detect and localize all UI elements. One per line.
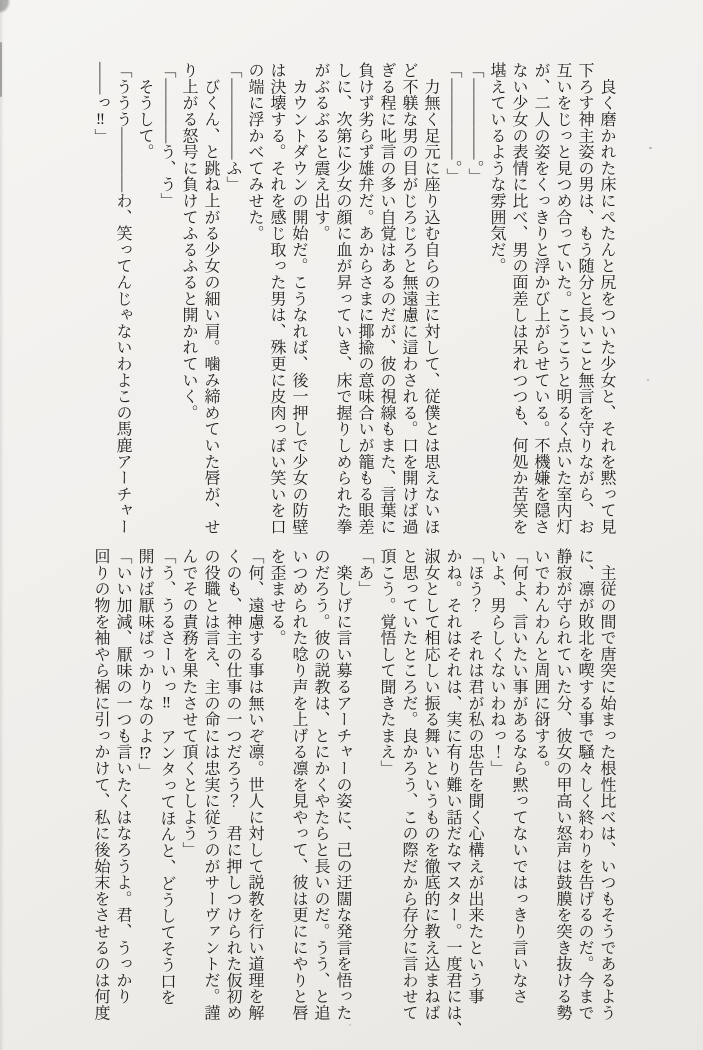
scan-speck xyxy=(349,1024,351,1026)
text-column: がぶるぶると震え出す。 xyxy=(312,62,329,242)
text-column: が、二人の姿をくっきりと浮かび上がらせている。不機嫌を隠さ xyxy=(532,62,549,535)
text-column: 「ほう？ それは君が私の忠告を聞く心構えが出来たという事 xyxy=(466,548,483,1005)
text-column: そうして。 xyxy=(136,62,153,160)
text-column: 「いい加減、厭味の一つも言いたくはなろうよ。君、うっかり xyxy=(114,548,131,1005)
text-column: いでわんわんと周囲に谺する。 xyxy=(532,548,549,777)
text-column: 負けず劣らず雄弁だ。あからさまに揶揄の意味合いが籠もる眼差 xyxy=(356,62,373,535)
text-column: カウントダウンの開始だ。こうなれば、後一押しで少女の防壁 xyxy=(290,62,307,535)
text-column: 「―――――ふ」 xyxy=(224,62,241,193)
text-column: 静寂が守られていた分、彼女の甲高い怒声は鼓膜を突き抜ける勢 xyxy=(554,548,571,1021)
text-column: ない少女の表情に比べ、男の面差しは呆れつつも、何処か苦笑を xyxy=(510,62,527,535)
text-column: に、凛が敗北を喫する事で騒々しく終わりを告げるのだ。今まで xyxy=(576,548,593,1021)
text-column: ど不躾な男の目がじろじろと無遠慮に這わされる。口を開けば過 xyxy=(400,62,417,535)
text-column: の役職とは言え、主の命には忠実に従うのがサーヴァントだ。謹 xyxy=(202,548,219,1021)
text-column: 主従の間で唐突に始まった根性比べは、いつもそうであるよう xyxy=(598,548,615,1021)
text-column: 頂こう。覚悟して聞きたまえ」 xyxy=(378,548,395,777)
text-column: 力無く足元に座り込む自らの主に対して、従僕とは思えないほ xyxy=(422,62,439,535)
scan-speck xyxy=(647,379,649,381)
text-column: かね。それはそれは、実に有り難い話だなマスター。一度君には、 xyxy=(444,548,461,1037)
text-column: くのも、神主の仕事の一つだろう？ 君に押しつけられた仮初め xyxy=(224,548,241,1021)
scan-corner-artifact xyxy=(0,0,9,12)
text-column: と思っていたところだ。良かろう、この際だから存分に言わせて xyxy=(400,548,417,1021)
text-column: は決壊する。それを感じ取った男は、殊更に皮肉っぽい笑いを口 xyxy=(268,62,285,535)
text-column: ――っ‼」 xyxy=(92,62,109,145)
text-column: いつめられた唸り声を上げる凛を見やって、彼は更ににやりと唇 xyxy=(290,548,307,1021)
text-column: のだろう。彼の説教は、とにかくやたらと長いのだ。うう、と追 xyxy=(312,548,329,1021)
text-column: ぎる程に叱言の多い自覚はあるのだが、彼の視線もまた、言葉に xyxy=(378,62,395,535)
text-column: 「何よ、言いたい事があるなら黙ってないではっきり言いなさ xyxy=(510,548,527,1005)
text-column: 「―――――。」 xyxy=(444,62,461,185)
text-column: 「何、遠慮する事は無いぞ凛。世人に対して説教を行い道理を解 xyxy=(246,548,263,1021)
text-column: 楽しげに言い募るアーチャーの姿に、己の迂闊な発言を悟った xyxy=(334,548,351,1021)
text-column: 下ろす神主姿の男は、もう随分と長いこと無言を守りながら、お xyxy=(576,62,593,535)
text-column: 淑女として相応しい振る舞いというものを徹底的に教え込まねば xyxy=(422,548,439,1021)
top-text-block xyxy=(89,62,617,538)
text-column: 堪えているような雰囲気だ。 xyxy=(488,62,505,274)
text-column: 「―――――。」 xyxy=(466,62,483,185)
scan-left-edge-shadow xyxy=(0,0,4,1050)
text-column: しに、次第に少女の顔に血が昇っていき、床で握りしめられた拳 xyxy=(334,62,351,535)
text-column: んでその責務を果たさせて頂くとしよう」 xyxy=(180,548,197,858)
text-column: り上がる怒号に負けてふるふると開かれていく。 xyxy=(180,62,197,421)
scan-speck xyxy=(649,147,652,149)
text-column: 開けば厭味ばっかりなのよ⁉」 xyxy=(136,548,153,780)
text-column: びくん、と跳ね上がる少女の細い肩。噛み締めていた唇が、せ xyxy=(202,62,219,535)
scan-edge-line-artifact xyxy=(0,42,2,97)
text-column: 「う、うるさーいっ‼ アンタってほんと、どうしてそう口を xyxy=(158,548,175,1006)
bottom-text-block xyxy=(89,548,617,1037)
text-column: 回りの物を袖やら裾に引っかけて、私に後始末をさせるのは何度 xyxy=(92,548,109,1021)
text-column: 互いをじっと見つめ合っていた。こうこうと明るく点いた室内灯 xyxy=(554,62,571,535)
text-column: 「ううう――――わ、笑ってんじゃないわよこの馬鹿アーチャー xyxy=(114,62,131,535)
text-column: 「――――う、う」 xyxy=(158,62,175,209)
text-column: の端に浮かべてみせた。 xyxy=(246,62,263,242)
text-column: いよ、男らしくないわねっ！」 xyxy=(488,548,505,777)
text-column: 良く磨かれた床にぺたんと尻をついた少女と、それを黙って見 xyxy=(598,62,615,535)
text-column: 「あ」 xyxy=(356,548,373,597)
text-column: を歪ませる。 xyxy=(268,548,285,646)
